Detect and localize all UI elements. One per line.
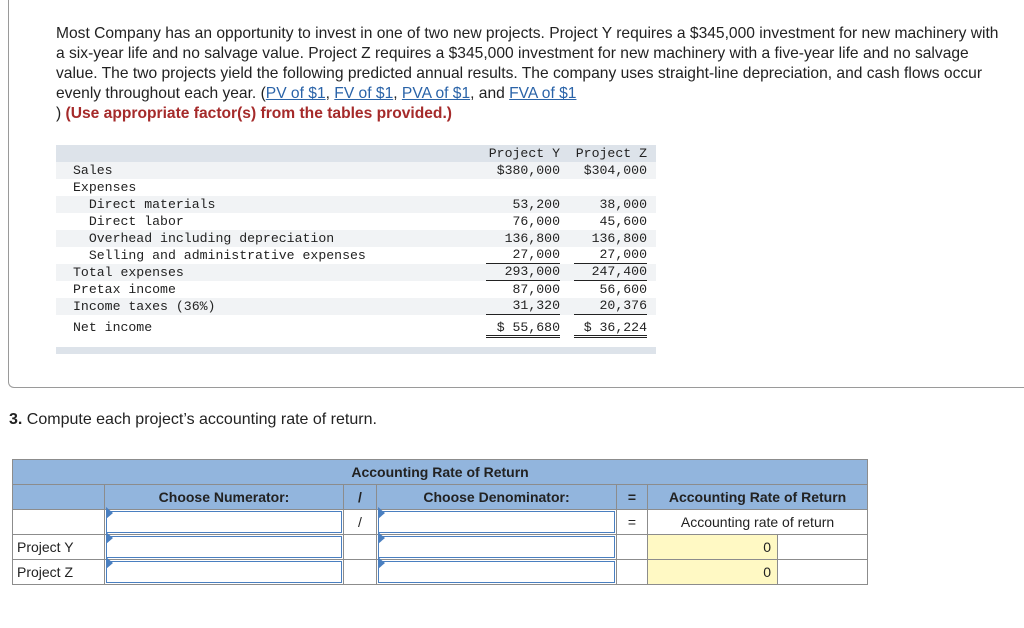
- value-y: 53,200: [512, 197, 560, 212]
- row-total-expenses: [56, 264, 656, 281]
- row-label: Net income: [73, 320, 153, 335]
- arr-grid: [12, 459, 867, 585]
- value-z: $ 36,224: [574, 320, 647, 338]
- row-label-project-z: Project Z: [13, 560, 105, 585]
- link-fva-of-1[interactable]: FVA of $1: [509, 85, 577, 102]
- col-header-project-y: Project Y: [488, 146, 560, 161]
- dropdown-marker-icon: [106, 557, 113, 569]
- denominator-select-project-y[interactable]: [377, 535, 617, 560]
- dropdown-marker-icon: [106, 532, 113, 544]
- row-label: Overhead including depreciation: [73, 231, 335, 246]
- value-y: 87,000: [512, 282, 560, 297]
- equals-cell: [617, 535, 648, 560]
- equals-label: =: [617, 510, 648, 535]
- numerator-select-project-z[interactable]: [105, 560, 344, 585]
- value-y: 27,000: [486, 247, 560, 264]
- row-label-project-y: Project Y: [13, 535, 105, 560]
- close-paren: ): [56, 105, 62, 122]
- value-z: 247,400: [574, 264, 647, 281]
- link-separator: ,: [393, 85, 402, 102]
- blank-header: [13, 485, 105, 510]
- result-label: Accounting rate of return: [648, 510, 868, 535]
- value-y: 293,000: [486, 264, 560, 281]
- percent-cell: [778, 535, 868, 560]
- row-label: Income taxes (36%): [73, 299, 216, 314]
- question-text: Compute each project’s accounting rate of return.: [22, 411, 377, 428]
- denominator-label-select[interactable]: [377, 510, 617, 535]
- row-income-taxes: [56, 298, 656, 315]
- arr-row-project-y: [13, 535, 868, 560]
- numerator-label-select[interactable]: [105, 510, 344, 535]
- dropdown-marker-icon: [378, 532, 385, 544]
- result-header: Accounting Rate of Return: [648, 485, 868, 510]
- link-separator: ,: [325, 85, 335, 102]
- equals-header: =: [617, 485, 648, 510]
- problem-text: Most Company has an opportunity to invest in one of two new projects. Project Y requires a $345,000 investment for new machinery with a six-year life and no salvage value. Project Z requires a $345,000 investment for new machinery with a five-year life and no salvage value. The two projects yield the following predicted annual results. The company uses straight-line depreciation, and cash flows occur evenly throughout each year. (: [56, 25, 999, 102]
- dropdown-marker-icon: [378, 507, 385, 519]
- dropdown-marker-icon: [378, 557, 385, 569]
- slash-header: /: [344, 485, 377, 510]
- arr-header-row: [13, 485, 868, 510]
- value-z: $304,000: [583, 163, 647, 178]
- dropdown-marker-icon: [106, 507, 113, 519]
- row-selling-admin: [56, 247, 656, 264]
- row-sales: [56, 162, 656, 179]
- row-pretax-income: [56, 281, 656, 298]
- value-y: $ 55,680: [486, 320, 560, 338]
- link-pv-of-1[interactable]: PV of $1: [265, 85, 326, 102]
- row-label: Sales: [73, 163, 113, 178]
- arr-row-project-z: [13, 560, 868, 585]
- numerator-select-project-y[interactable]: [105, 535, 344, 560]
- value-z: 45,600: [599, 214, 647, 229]
- row-label: Selling and administrative expenses: [73, 248, 366, 263]
- numerator-header: Choose Numerator:: [105, 485, 344, 510]
- slash-cell: [344, 560, 377, 585]
- row-label: Direct labor: [73, 214, 184, 229]
- row-expenses: [56, 179, 656, 196]
- value-z: 56,600: [599, 282, 647, 297]
- question-3: [9, 411, 377, 429]
- row-label: Pretax income: [73, 282, 176, 297]
- link-separator: , and: [470, 85, 510, 102]
- value-z: 27,000: [574, 247, 647, 264]
- col-header-project-z: Project Z: [575, 146, 647, 161]
- arr-label-row: [13, 510, 868, 535]
- result-project-z: 0: [648, 560, 778, 585]
- question-number: 3.: [9, 411, 23, 428]
- denominator-select-project-z[interactable]: [377, 560, 617, 585]
- value-y: 76,000: [512, 214, 560, 229]
- value-z: 38,000: [599, 197, 647, 212]
- arr-title-row: [13, 460, 868, 485]
- link-pva-of-1[interactable]: PVA of $1: [401, 85, 471, 102]
- arr-title: Accounting Rate of Return: [13, 460, 868, 485]
- link-fv-of-1[interactable]: FV of $1: [334, 85, 394, 102]
- equals-cell: [617, 560, 648, 585]
- result-project-y: 0: [648, 535, 778, 560]
- row-direct-materials: [56, 196, 656, 213]
- value-y: 136,800: [504, 231, 560, 246]
- row-label: Total expenses: [73, 265, 184, 280]
- financial-results-table: [56, 145, 656, 355]
- value-z: 136,800: [591, 231, 647, 246]
- row-direct-labor: [56, 213, 656, 230]
- row-label: Direct materials: [73, 197, 216, 212]
- table-footer-band: [56, 347, 656, 354]
- row-net-income: [56, 317, 656, 339]
- slash-cell: [344, 535, 377, 560]
- slash-label: /: [344, 510, 377, 535]
- value-y: $380,000: [496, 163, 560, 178]
- column-header-row: [56, 145, 656, 162]
- value-y: 31,320: [486, 298, 560, 315]
- instruction-text: (Use appropriate factor(s) from the tables provided.): [65, 105, 452, 122]
- blank-label: [13, 510, 105, 535]
- value-z: 20,376: [574, 298, 647, 315]
- denominator-header: Choose Denominator:: [377, 485, 617, 510]
- row-label: Expenses: [73, 180, 137, 195]
- problem-statement: [56, 24, 1006, 124]
- row-overhead: [56, 230, 656, 247]
- percent-cell: [778, 560, 868, 585]
